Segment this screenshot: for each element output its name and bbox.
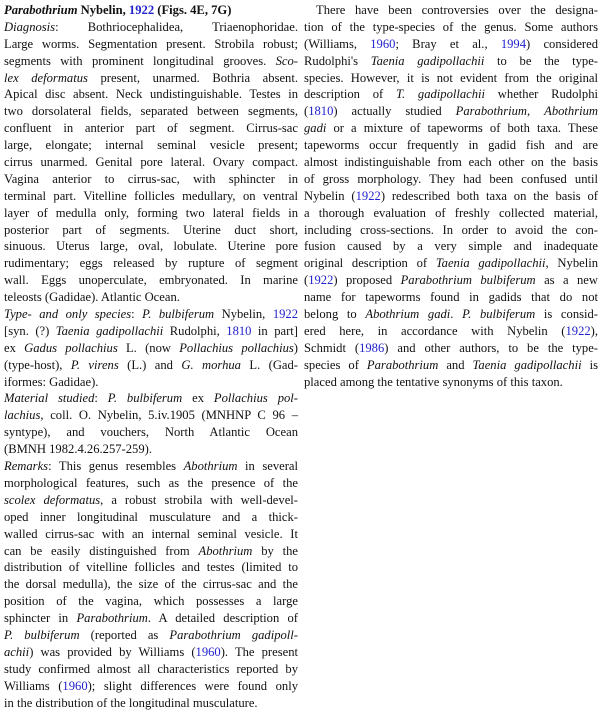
text-segment: Rudolphi's: [304, 53, 371, 68]
text-segment: , Nybelin: [545, 256, 598, 271]
text-segment: Parabothrium gadipoll-: [169, 627, 298, 642]
text-segment: ,: [527, 104, 545, 119]
text-segment: Material studied: [4, 391, 95, 406]
text-segment: including cross-sections. In order to avoid the con-: [304, 222, 598, 237]
text-segment: ) was provided by Williams (: [29, 644, 196, 659]
citation-link[interactable]: 1922: [308, 273, 334, 288]
text-segment: lex deformatus: [4, 70, 88, 85]
text-segment: description of: [304, 87, 396, 102]
text-segment: scolex deformatus: [4, 492, 101, 507]
text-line: [4, 323, 298, 340]
text-segment: (Williams,: [304, 36, 371, 51]
text-segment: in part]: [251, 323, 298, 338]
text-segment: ). The present: [220, 644, 299, 659]
text-line: [304, 137, 598, 154]
text-segment: , a robust strobila with well-devel-: [100, 492, 298, 507]
text-segment: Remarks: [4, 459, 49, 474]
text-line: [304, 70, 598, 87]
text-segment: Parabothrium: [366, 357, 439, 372]
text-segment: .: [450, 307, 463, 322]
text-segment: sphincter in: [4, 611, 77, 626]
text-line: [4, 36, 298, 53]
text-segment: (type-host),: [4, 357, 71, 372]
text-segment: to be the type-: [484, 53, 599, 68]
text-line: [4, 374, 298, 391]
text-line: [4, 272, 298, 289]
text-line: [304, 120, 598, 137]
text-line: [304, 255, 598, 272]
text-segment: sinuous. Uterus large, oval, lobulate. Uterine pore: [4, 239, 298, 254]
text-line: [304, 272, 598, 289]
text-segment: name for tapeworms found in gadids that do not: [304, 290, 598, 305]
text-segment: of gross morphology. They had been confused until: [304, 171, 598, 186]
text-segment: wall. Eggs unoperculate, embryonated. In marine: [4, 273, 298, 288]
text-line: [4, 222, 298, 239]
text-segment: or a mixture of tapeworms of both taxa. These: [326, 121, 598, 136]
text-line: [4, 627, 298, 644]
text-segment: present, unarmed. Bothria absent.: [87, 70, 298, 85]
text-line: [4, 289, 298, 306]
text-segment: G. morhua: [181, 357, 241, 372]
text-segment: Nybelin,: [77, 3, 129, 17]
paragraph: [4, 458, 298, 711]
text-segment: (BMNH 1982.4.26.257-259).: [4, 442, 152, 457]
text-segment: Taenia gadipollachii: [370, 53, 485, 68]
text-segment: : This genus resembles: [48, 459, 184, 474]
text-segment: in the distribution of the longitudinal musculature.: [4, 695, 258, 710]
text-line: [4, 340, 298, 357]
text-segment: large, elongate; internal seminal vesicle present;: [4, 138, 298, 153]
citation-link[interactable]: 1960: [62, 678, 88, 693]
text-line: [4, 441, 298, 458]
text-segment: almost indistinguishable from each other on the basis: [304, 155, 598, 170]
text-segment: P. bulbiferum: [107, 391, 183, 406]
text-segment: Parabothrium: [76, 611, 148, 626]
text-line: [4, 171, 298, 188]
genus-title: Parabothrium: [4, 3, 78, 17]
text-segment: (Figs. 4E, 7G): [154, 3, 232, 17]
text-segment: is consid-: [535, 307, 599, 322]
text-line: [304, 103, 598, 120]
text-segment: morphological features, such as the presence of the: [4, 475, 298, 490]
text-segment: L. (now: [117, 340, 180, 355]
text-line: [4, 424, 298, 441]
text-segment: and: [438, 357, 473, 372]
text-line: [4, 103, 298, 120]
text-line: [304, 238, 598, 255]
text-line: [304, 340, 598, 357]
text-line: [304, 205, 598, 222]
text-segment: Williams (: [4, 678, 63, 693]
text-line: [304, 2, 598, 19]
text-line: [4, 53, 298, 70]
citation-link[interactable]: 1994: [500, 36, 527, 51]
text-segment: There have been controversies over the designa-: [316, 3, 598, 17]
text-line: [4, 120, 298, 137]
text-segment: tion of the type-species of the genus. Some authors: [304, 19, 598, 34]
text-segment: tapeworms occur frequently in gadid fish and are: [304, 138, 598, 153]
text-segment: ex: [4, 340, 25, 355]
text-line: [4, 357, 298, 374]
text-segment: Taenia gadipollachii: [472, 357, 582, 372]
text-line: [304, 154, 598, 171]
text-segment: walled cirrus-sac with an internal seminal vesicle. It: [4, 526, 298, 541]
text-segment: iformes: Gadidae).: [4, 374, 99, 389]
text-line: [304, 188, 598, 205]
text-line: [4, 205, 298, 222]
text-line: [304, 289, 598, 306]
text-segment: lachius: [4, 408, 41, 423]
text-segment: study confirmed almost all characteristics reported by: [4, 661, 298, 676]
citation-link[interactable]: 1922: [355, 188, 381, 203]
text-line: [4, 576, 298, 593]
citation-link[interactable]: 1922: [272, 307, 299, 322]
text-segment: Schmidt (: [304, 340, 360, 355]
text-line: [304, 323, 598, 340]
text-segment: in several: [237, 459, 298, 474]
text-segment: :: [131, 307, 143, 322]
text-segment: Sco-: [275, 53, 298, 68]
text-segment: :: [94, 391, 108, 406]
text-segment: the dorsal medulla), the size of the cirrus-sac and the: [4, 577, 298, 592]
text-segment: ) proposed: [333, 273, 401, 288]
text-segment: Parabothrium bulbiferum: [400, 273, 536, 288]
text-segment: ) and other authors, to be the type-: [384, 340, 598, 355]
text-segment: Taenia gadipollachii: [55, 323, 164, 338]
paragraph: [4, 390, 298, 458]
text-segment: P. bulbiferum: [462, 307, 536, 322]
text-line: [304, 19, 598, 36]
text-segment: Nybelin (: [304, 188, 356, 203]
text-segment: position of the vagina, which possesses a large: [4, 594, 298, 609]
text-segment: terminal part. Vitelline follicles medullary, on ventral: [4, 188, 298, 203]
text-line: [4, 407, 298, 424]
text-segment: oped inner longitudinal musculature and a thick-: [4, 509, 298, 524]
text-line: [4, 610, 298, 627]
text-segment: confluent in anterior part of segment. Cirrus-sac: [4, 121, 298, 136]
text-line: [304, 171, 598, 188]
text-line: [4, 695, 298, 711]
text-segment: ) actually studied: [333, 104, 456, 119]
text-segment: Apical disc absent. Neck undistinguishable. Testes in: [4, 87, 298, 102]
text-segment: Nybelin,: [214, 307, 273, 322]
citation-link[interactable]: 1986: [359, 340, 385, 355]
text-segment: ; Bray et al.,: [395, 36, 501, 51]
text-segment: Taenia gadipollachii: [435, 256, 546, 271]
text-segment: belong to: [304, 307, 366, 322]
text-segment: ) redescribed both taxa on the basis of: [380, 188, 598, 203]
citation-link[interactable]: 1922: [128, 3, 155, 17]
text-segment: two dorsolateral fields, separated between segments,: [4, 104, 298, 119]
text-line: [4, 137, 298, 154]
text-line: [4, 238, 298, 255]
text-segment: . A detailed description of: [147, 611, 298, 626]
text-segment: P. virens: [70, 357, 119, 372]
text-segment: Large worms. Segmentation present. Strobila robust;: [4, 36, 298, 51]
text-segment: (: [304, 273, 309, 288]
text-segment: Diagnosis: [4, 19, 56, 34]
citation-link[interactable]: 1960: [370, 36, 396, 51]
text-segment: distribution of vitelline follicles and testes (limited to: [4, 560, 298, 575]
citation-link[interactable]: 1810: [226, 323, 252, 338]
citation-link[interactable]: 1810: [308, 104, 334, 119]
text-segment: placed among the tentative synonyms of this taxon.: [304, 374, 563, 389]
text-line: [4, 661, 298, 678]
text-segment: a thorough evaluation of freshly collected material,: [304, 205, 598, 220]
text-segment: as a new: [535, 273, 598, 288]
text-line: [4, 492, 298, 509]
citation-link[interactable]: 1960: [195, 644, 221, 659]
text-segment: , coll. O. Nybelin, 5.iv.1905 (MNHNP C 96 –: [40, 408, 298, 423]
text-segment: : Bothriocephalidea, Triaenophoridae.: [55, 19, 298, 34]
text-segment: cirrus unarmed. Genital pore lateral. Ovary compact.: [4, 155, 298, 170]
text-segment: Parabothrium: [455, 104, 528, 119]
text-line: [304, 374, 598, 391]
text-line: [4, 306, 298, 323]
text-segment: Gadus pollachius: [24, 340, 118, 355]
text-line: [304, 36, 598, 53]
text-line: [304, 53, 598, 70]
text-segment: ex: [182, 391, 214, 406]
text-line: [4, 509, 298, 526]
text-line: [4, 644, 298, 661]
text-segment: P. bulbiferum: [4, 627, 80, 642]
text-segment: Abothrium: [198, 543, 253, 558]
text-line: [304, 357, 598, 374]
text-segment: posterior part of segments. Uterine duct short,: [4, 222, 298, 237]
text-line: [4, 593, 298, 610]
text-segment: Abothrium: [544, 104, 598, 119]
text-segment: is: [581, 357, 599, 372]
text-segment: achii: [4, 644, 30, 659]
text-segment: (L.) and: [118, 357, 182, 372]
text-segment: (reported as: [79, 627, 170, 642]
text-segment: Abothrium: [183, 459, 238, 474]
text-segment: L. (Gad-: [240, 357, 298, 372]
paragraph: [4, 19, 298, 306]
text-segment: teleosts (Gadidae). Atlantic Ocean.: [4, 290, 180, 305]
text-line: [4, 559, 298, 576]
text-segment: Abothrium gadi: [365, 307, 451, 322]
text-segment: ),: [590, 323, 598, 338]
text-line: [4, 86, 298, 103]
text-segment: whether Rudolphi: [485, 87, 598, 102]
text-segment: fusion caused by a very simple and inadequate: [304, 239, 598, 254]
text-segment: (: [304, 104, 309, 119]
text-line: [4, 19, 298, 36]
text-segment: Pollachius pollachius: [179, 340, 294, 355]
text-line: [4, 2, 298, 19]
text-segment: Rudolphi,: [163, 323, 227, 338]
text-segment: can be easily distinguished from: [4, 543, 199, 558]
paragraph: [4, 306, 298, 390]
right-column: [304, 2, 598, 390]
text-segment: species. However, it is not evident from the original: [304, 70, 598, 85]
text-segment: gadi: [304, 121, 327, 136]
text-line: [4, 475, 298, 492]
left-column: [4, 2, 298, 711]
text-segment: ): [293, 340, 298, 355]
text-line: [304, 306, 598, 323]
text-line: [4, 458, 298, 475]
text-line: [4, 390, 298, 407]
text-segment: ); slight differences were found only: [87, 678, 298, 693]
text-segment: segments with prominent longitudinal grooves.: [4, 53, 276, 68]
paragraph: [4, 2, 298, 19]
text-segment: [syn. (?): [4, 323, 56, 338]
text-line: [304, 222, 598, 239]
text-segment: layer of medulla only, forming two lateral fields in: [4, 205, 298, 220]
text-segment: Pollachius pol-: [213, 391, 298, 406]
paragraph: [304, 2, 598, 390]
text-line: [4, 526, 298, 543]
text-line: [4, 70, 298, 87]
text-segment: ered here, in accordance with Nybelin (: [304, 323, 566, 338]
text-segment: Vagina anterior to cirrus-sac, with sphincter in: [4, 171, 298, 186]
text-segment: species of: [304, 357, 367, 372]
text-segment: Type- and only species: [4, 307, 132, 322]
text-segment: original description of: [304, 256, 436, 271]
text-line: [4, 188, 298, 205]
text-line: [4, 255, 298, 272]
text-segment: ) considered: [526, 36, 598, 51]
text-segment: by the: [252, 543, 298, 558]
text-segment: T. gadipollachii: [395, 87, 486, 102]
text-line: [4, 154, 298, 171]
citation-link[interactable]: 1922: [565, 323, 591, 338]
text-line: [4, 543, 298, 560]
text-line: [4, 678, 298, 695]
text-line: [304, 86, 598, 103]
text-segment: rudimentary; eggs released by rupture of segment: [4, 256, 298, 271]
text-segment: P. bulbiferum: [142, 307, 215, 322]
text-segment: syntype), and vouchers, North Atlantic Ocean: [4, 425, 298, 440]
